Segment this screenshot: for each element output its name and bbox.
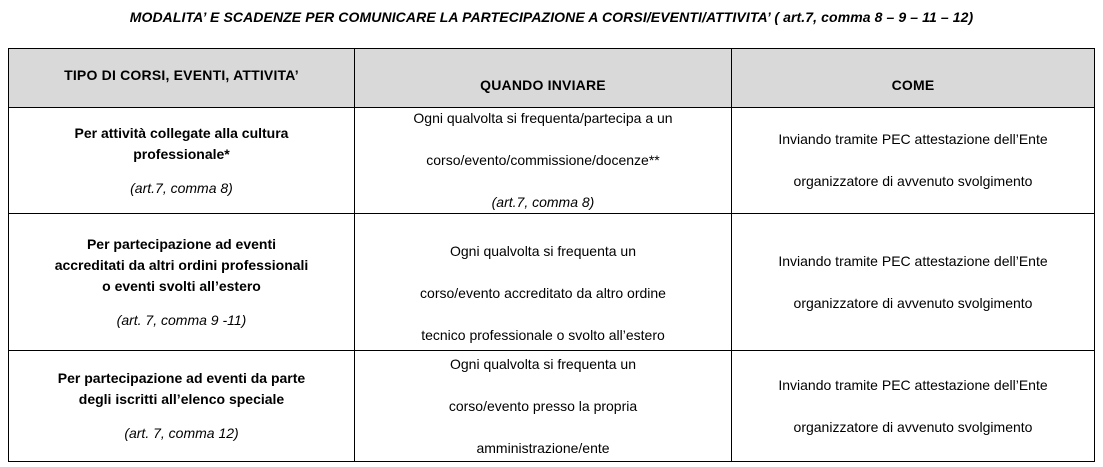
how-cell [732, 214, 1095, 351]
when-text: corso/evento presso la propria [448, 397, 638, 414]
when-cell [355, 214, 732, 351]
how-text: organizzatore di avvenuto svolgimento [793, 418, 1033, 435]
type-title: Per partecipazione ad eventi da parte degli iscritti all’elenco speciale [57, 370, 306, 407]
type-cell [9, 351, 355, 462]
when-cell [355, 108, 732, 214]
type-title: Per partecipazione ad eventi accreditati da altri ordini professionali o eventi svolti all’estero [54, 235, 309, 294]
how-text: Inviando tramite PEC attestazione dell’Ente [778, 131, 1048, 147]
document-title: MODALITA’ E SCADENZE PER COMUNICARE LA PARTECIPAZIONE A CORSI/EVENTI/ATTIVITA’ ( art.7, comma 8 – 9 – 11 – 12) [129, 9, 974, 25]
type-cell [9, 108, 355, 214]
how-text: organizzatore di avvenuto svolgimento [793, 294, 1033, 311]
when-text: Ogni qualvolta si frequenta un [449, 243, 636, 259]
column-header-how: COME [732, 49, 1095, 108]
how-text: Inviando tramite PEC attestazione dell’Ente [778, 252, 1048, 269]
when-text: corso/evento accreditato da altro ordine [420, 285, 666, 301]
type-cell [9, 214, 355, 351]
when-text: tecnico professionale o svolto all’estero [421, 327, 665, 343]
when-text: Ogni qualvolta si frequenta un [449, 355, 636, 372]
column-header-type: TIPO DI CORSI, EVENTI, ATTIVITA’ [9, 49, 355, 108]
type-reference: (art. 7, comma 9 -11) [116, 311, 247, 328]
how-cell [732, 351, 1095, 462]
table-header-row [9, 49, 1095, 108]
how-text: Inviando tramite PEC attestazione dell’Ente [778, 376, 1048, 393]
how-text: organizzatore di avvenuto svolgimento [793, 173, 1033, 189]
table-row [9, 351, 1095, 462]
type-title: Per attività collegate alla cultura professionale* [74, 124, 289, 162]
how-cell [732, 108, 1095, 214]
deadlines-table [8, 48, 1095, 462]
type-reference: (art.7, comma 8) [130, 179, 233, 196]
when-text: Ogni qualvolta si frequenta/partecipa a un [413, 110, 673, 126]
when-text: amministrazione/ente [476, 439, 610, 456]
when-text: corso/evento/commissione/docenze** [426, 152, 660, 168]
type-reference: (art. 7, comma 12) [124, 425, 239, 441]
when-cell [355, 351, 732, 462]
when-reference: (art.7, comma 8) [491, 194, 595, 210]
column-header-when: QUANDO INVIARE [355, 49, 732, 108]
table-row [9, 214, 1095, 351]
table-row [9, 108, 1095, 214]
